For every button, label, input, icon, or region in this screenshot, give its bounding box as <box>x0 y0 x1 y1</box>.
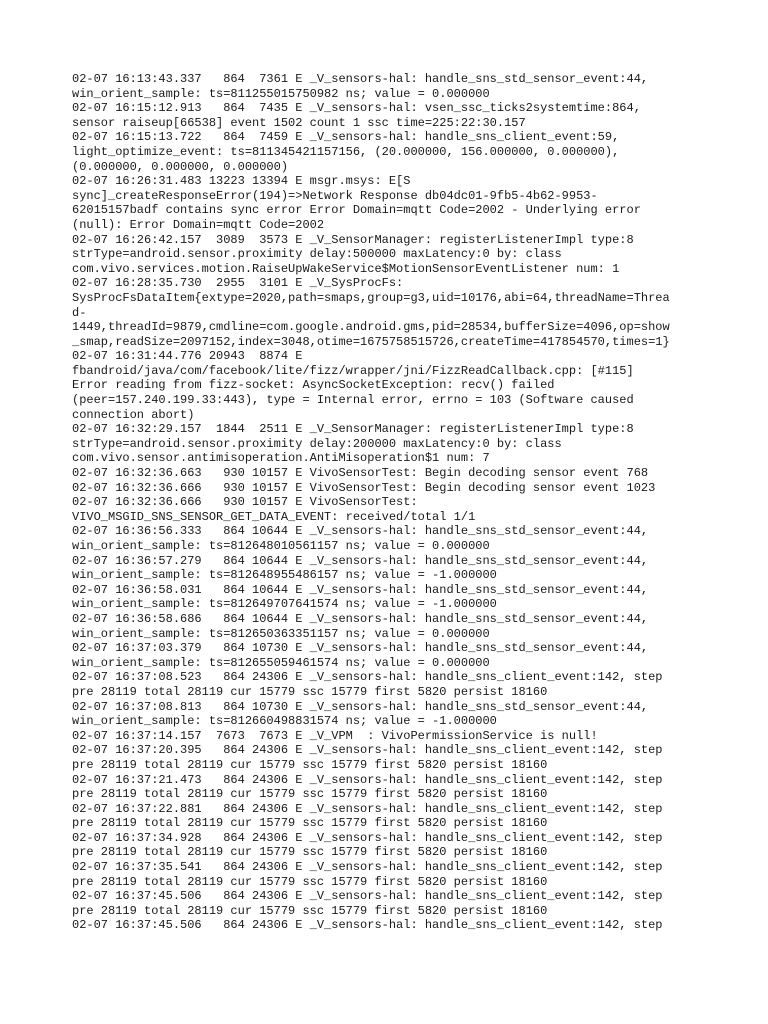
log-line: pre 28119 total 28119 cur 15779 ssc 15779 first 5820 persist 18160 <box>72 684 548 699</box>
log-line: 62015157badf contains sync error Error Domain=mqtt Code=2002 - Underlying error <box>72 203 641 218</box>
log-line: 02-07 16:37:22.881 864 24306 E _V_sensors-hal: handle_sns_client_event:142, step <box>72 801 663 816</box>
log-line: com.vivo.sensor.antimisoperation.AntiMisoperation$1 num: 7 <box>72 451 490 466</box>
log-line: win_orient_sample: ts=812660498831574 ns; value = -1.000000 <box>72 714 497 729</box>
log-document <box>72 72 704 933</box>
log-line: 1449,threadId=9879,cmdline=com.google.android.gms,pid=28534,bufferSize=4096,op=show <box>72 320 670 335</box>
log-line: 02-07 16:26:42.157 3089 3573 E _V_SensorManager: registerListenerImpl type:8 <box>72 232 634 247</box>
log-line: win_orient_sample: ts=812648955486157 ns; value = -1.000000 <box>72 568 497 583</box>
log-line: 02-07 16:36:56.333 864 10644 E _V_sensors-hal: handle_sns_std_sensor_event:44, <box>72 524 649 539</box>
log-line: d- <box>72 305 87 320</box>
log-line: win_orient_sample: ts=812650363351157 ns; value = 0.000000 <box>72 626 490 641</box>
log-line: 02-07 16:37:35.541 864 24306 E _V_sensors-hal: handle_sns_client_event:142, step <box>72 860 663 875</box>
log-line: pre 28119 total 28119 cur 15779 ssc 15779 first 5820 persist 18160 <box>72 874 548 889</box>
log-line: 02-07 16:28:35.730 2955 3101 E _V_SysProcFs: <box>72 276 404 291</box>
log-line: pre 28119 total 28119 cur 15779 ssc 15779 first 5820 persist 18160 <box>72 845 548 860</box>
log-line: light_optimize_event: ts=811345421157156, (20.000000, 156.000000, 0.000000), <box>72 144 620 159</box>
log-line: strType=android.sensor.proximity delay:200000 maxLatency:0 by: class <box>72 436 562 451</box>
log-line: SysProcFsDataItem{extype=2020,path=smaps,group=g3,uid=10176,abi=64,threadName=Threa <box>72 290 670 305</box>
log-line: (0.000000, 0.000000, 0.000000) <box>72 159 289 174</box>
log-line: 02-07 16:37:14.157 7673 7673 E _V_VPM : VivoPermissionService is null! <box>72 728 598 743</box>
log-line: sensor raiseup[66538] event 1502 count 1 ssc time=225:22:30.157 <box>72 115 526 130</box>
log-line: com.vivo.services.motion.RaiseUpWakeService$MotionSensorEventListener num: 1 <box>72 261 620 276</box>
log-line: (peer=157.240.199.33:443), type = Internal error, errno = 103 (Software caused <box>72 393 634 408</box>
log-line: win_orient_sample: ts=812648010561157 ns; value = 0.000000 <box>72 539 490 553</box>
log-line: pre 28119 total 28119 cur 15779 ssc 15779 first 5820 persist 18160 <box>72 787 548 802</box>
log-line: (null): Error Domain=mqtt Code=2002 <box>72 217 325 232</box>
log-line: 02-07 16:37:20.395 864 24306 E _V_sensors-hal: handle_sns_client_event:142, step <box>72 743 663 758</box>
log-line: 02-07 16:32:36.666 930 10157 E VivoSensorTest: <box>72 495 418 510</box>
log-line: connection abort) <box>72 407 195 422</box>
log-line: 02-07 16:15:13.722 864 7459 E _V_sensors-hal: handle_sns_client_event:59, <box>72 130 620 145</box>
log-line: pre 28119 total 28119 cur 15779 ssc 15779 first 5820 persist 18160 <box>72 816 548 831</box>
log-line: VIVO_MSGID_SNS_SENSOR_GET_DATA_EVENT: received/total 1/1 <box>72 509 476 524</box>
log-line: sync]_createResponseError(194)=>Network Response db04dc01-9fb5-4b62-9953- <box>72 188 598 203</box>
log-line: Error reading from fizz-socket: AsyncSocketException: recv() failed <box>72 378 555 393</box>
log-line: strType=android.sensor.proximity delay:500000 maxLatency:0 by: class <box>72 247 562 262</box>
log-line: 02-07 16:32:36.663 930 10157 E VivoSensorTest: Begin decoding sensor event 768 <box>72 466 649 481</box>
log-line: 02-07 16:37:21.473 864 24306 E _V_sensors-hal: handle_sns_client_event:142, step <box>72 772 663 787</box>
log-line: 02-07 16:37:34.928 864 24306 E _V_sensors-hal: handle_sns_client_event:142, step <box>72 830 663 845</box>
log-line: win_orient_sample: ts=812655059461574 ns; value = 0.000000 <box>72 655 490 670</box>
log-line: 02-07 16:13:43.337 864 7361 E _V_sensors-hal: handle_sns_std_sensor_event:44, <box>72 72 649 86</box>
log-line: 02-07 16:36:57.279 864 10644 E _V_sensors-hal: handle_sns_std_sensor_event:44, <box>72 553 649 568</box>
log-line: 02-07 16:36:58.686 864 10644 E _V_sensors-hal: handle_sns_std_sensor_event:44, <box>72 611 649 626</box>
log-line: 02-07 16:37:08.813 864 10730 E _V_sensors-hal: handle_sns_std_sensor_event:44, <box>72 699 649 714</box>
log-line: win_orient_sample: ts=812649707641574 ns; value = -1.000000 <box>72 597 497 612</box>
log-line: pre 28119 total 28119 cur 15779 ssc 15779 first 5820 persist 18160 <box>72 903 548 918</box>
log-line: 02-07 16:37:45.506 864 24306 E _V_sensors-hal: handle_sns_client_event:142, step <box>72 889 663 904</box>
log-line: 02-07 16:31:44.776 20943 8874 E <box>72 349 303 364</box>
log-line: pre 28119 total 28119 cur 15779 ssc 15779 first 5820 persist 18160 <box>72 757 548 772</box>
log-line: 02-07 16:32:29.157 1844 2511 E _V_SensorManager: registerListenerImpl type:8 <box>72 422 634 437</box>
log-line: _smap,readSize=2097152,index=3048,otime=1675758515726,createTime=417854570,times=1} <box>72 334 670 349</box>
log-line: 02-07 16:37:45.506 864 24306 E _V_sensors-hal: handle_sns_client_event:142, step <box>72 918 663 933</box>
log-line: 02-07 16:26:31.483 13223 13394 E msgr.msys: E[S <box>72 174 411 189</box>
log-line: fbandroid/java/com/facebook/lite/fizz/wrapper/jni/FizzReadCallback.cpp: [#115] <box>72 363 634 378</box>
log-line: win_orient_sample: ts=811255015750982 ns; value = 0.000000 <box>72 86 490 101</box>
log-line: 02-07 16:37:08.523 864 24306 E _V_sensors-hal: handle_sns_client_event:142, step <box>72 670 663 685</box>
log-line: 02-07 16:32:36.666 930 10157 E VivoSensorTest: Begin decoding sensor event 1023 <box>72 480 656 495</box>
log-line: 02-07 16:15:12.913 864 7435 E _V_sensors-hal: vsen_ssc_ticks2systemtime:864, <box>72 101 641 116</box>
log-line: 02-07 16:36:58.031 864 10644 E _V_sensors-hal: handle_sns_std_sensor_event:44, <box>72 582 649 597</box>
log-line: 02-07 16:37:03.379 864 10730 E _V_sensors-hal: handle_sns_std_sensor_event:44, <box>72 641 649 656</box>
